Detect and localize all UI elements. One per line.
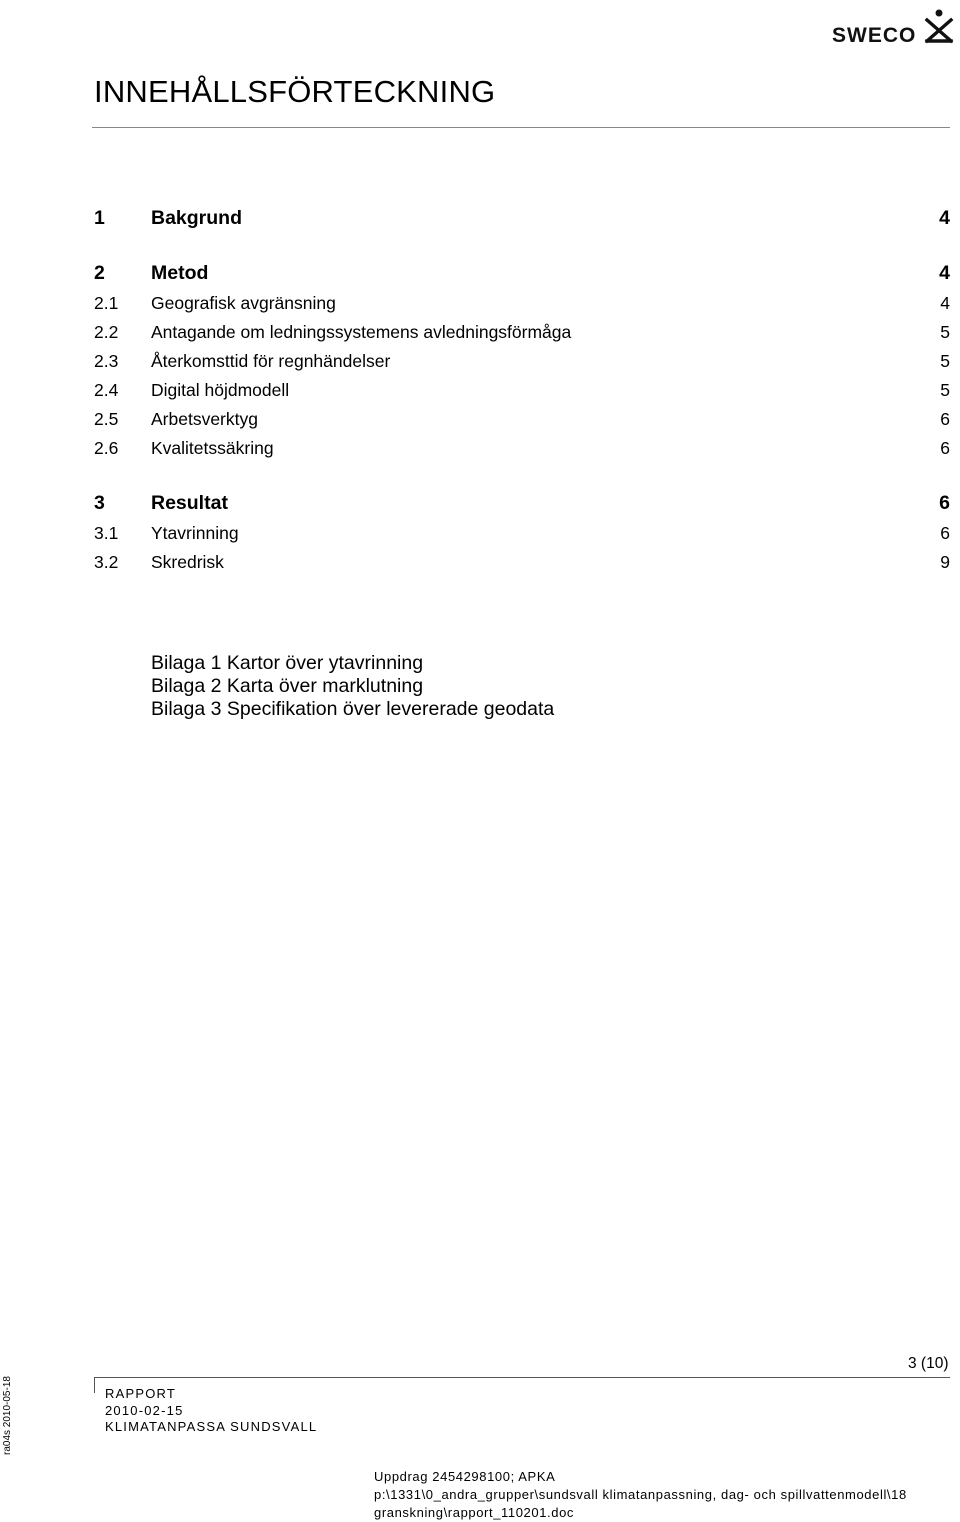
toc-section <box>94 438 950 464</box>
toc-page: 6 <box>939 492 950 514</box>
toc-label: Arbetsverktyg <box>151 409 258 429</box>
page-number: 3 (10) <box>908 1355 949 1372</box>
toc-section <box>94 409 950 435</box>
toc-section <box>94 322 950 348</box>
toc-num: 3 <box>94 492 105 514</box>
toc-section <box>94 380 950 406</box>
toc-page: 6 <box>940 409 950 429</box>
toc-label: Digital höjdmodell <box>151 380 290 400</box>
toc-num: 2.3 <box>94 351 119 371</box>
toc-label: Återkomsttid för regnhändelser <box>151 351 391 371</box>
sweco-mark-icon <box>924 8 954 44</box>
toc-num: 2.5 <box>94 409 119 429</box>
toc-page: 4 <box>939 207 950 229</box>
toc-page: 5 <box>940 351 950 371</box>
toc-page: 6 <box>940 438 950 458</box>
toc-section <box>94 523 950 549</box>
toc-page: 4 <box>939 262 950 284</box>
toc-num: 1 <box>94 207 105 229</box>
footer-divider-tick <box>94 1377 95 1393</box>
toc-label: Ytavrinning <box>151 523 239 543</box>
toc-num: 2.2 <box>94 322 119 342</box>
toc-page: 6 <box>940 523 950 543</box>
page-title: INNEHÅLLSFÖRTECKNING <box>94 74 496 109</box>
footer-divider <box>94 1377 950 1378</box>
toc-label: Kvalitetssäkring <box>151 438 274 458</box>
toc-section <box>94 552 950 578</box>
toc-label: Geografisk avgränsning <box>151 293 336 313</box>
toc-label: Antagande om ledningssystemens avledningsförmåga <box>151 322 572 342</box>
toc-label: Metod <box>151 262 209 284</box>
toc-num: 2 <box>94 262 105 284</box>
toc-num: 3.2 <box>94 552 119 572</box>
toc-num: 2.6 <box>94 438 119 458</box>
footer-file-info <box>374 1468 907 1522</box>
toc-label: Resultat <box>151 492 228 514</box>
toc-num: 2.1 <box>94 293 119 313</box>
footer-meta <box>105 1386 317 1436</box>
footer-path: p:\1331\0_andra_grupper\sundsvall klimatanpassning, dag- och spillvattenmodell\18 <box>374 1487 907 1502</box>
toc-section <box>94 293 950 319</box>
appendix-item: Bilaga 2 Karta över marklutning <box>151 675 424 697</box>
toc-page: 9 <box>940 552 950 572</box>
toc-chapter <box>94 207 950 233</box>
footer-assignment: Uppdrag 2454298100; APKA <box>374 1469 556 1484</box>
toc-num: 3.1 <box>94 523 119 543</box>
footer-doc-type: RAPPORT <box>105 1386 177 1401</box>
template-tag: ra04s 2010-05-18 <box>2 1376 13 1455</box>
toc-page: 5 <box>940 322 950 342</box>
appendix-item: Bilaga 3 Specifikation över levererade geodata <box>151 698 555 720</box>
toc-label: Bakgrund <box>151 207 243 229</box>
logo-text: SWECO <box>832 24 917 47</box>
title-divider <box>92 127 950 128</box>
toc-section <box>94 351 950 377</box>
footer-path-cont: granskning\rapport_110201.doc <box>374 1505 575 1520</box>
toc-page: 5 <box>940 380 950 400</box>
toc-num: 2.4 <box>94 380 119 400</box>
toc-chapter <box>94 262 950 288</box>
sweco-logo <box>832 8 956 48</box>
footer-project: KLIMATANPASSA SUNDSVALL <box>105 1419 318 1434</box>
toc-chapter <box>94 492 950 518</box>
footer-date: 2010-02-15 <box>105 1402 184 1418</box>
toc-label: Skredrisk <box>151 552 224 572</box>
appendix-item: Bilaga 1 Kartor över ytavrinning <box>151 652 424 674</box>
toc-page: 4 <box>940 293 950 313</box>
